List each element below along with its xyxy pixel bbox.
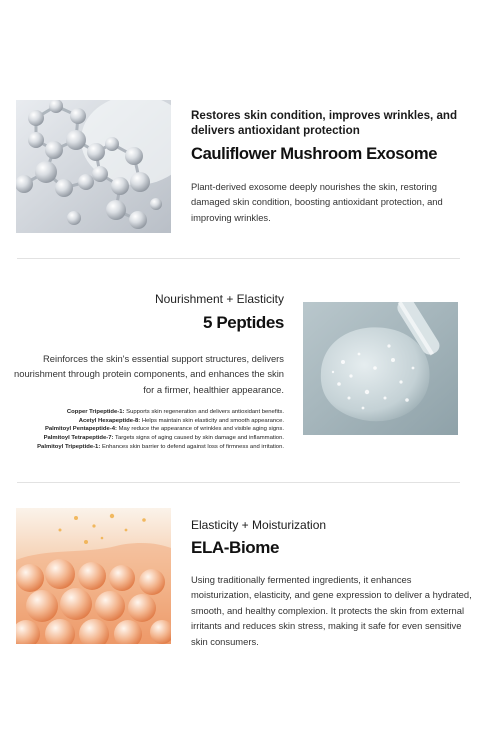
section-title: ELA-Biome	[191, 538, 280, 557]
ingredient-section-ela-biome	[0, 504, 480, 647]
section-subhead: Nourishment + Elasticity	[154, 292, 284, 306]
ingredient-section-peptides	[0, 286, 480, 456]
section-title: Cauliflower Mushroom Exosome	[191, 144, 438, 163]
peptide-list	[14, 408, 284, 451]
peptide-item: Palmitoyl Pentapeptide-4: May reduce the appearance of wrinkles and visible aging signs.	[44, 426, 284, 433]
section-body: Using traditionally fermented ingredients, it enhances moisturization, elasticity, and gene expression to deliver a hydrated, smooth, and healthy complexion. It protects the skin from external irritants and reduces skin stress, making it safe for even sensitive skin consumers.	[191, 574, 472, 647]
divider	[17, 482, 460, 483]
bubbles-image	[16, 508, 171, 644]
divider	[17, 258, 460, 259]
section-title: 5 Peptides	[202, 313, 284, 332]
section-subhead: Elasticity + Moisturization	[191, 518, 327, 532]
peptide-item: Palmitoyl Tetrapeptide-7: Targets signs of aging caused by skin damage and inflammation.	[43, 435, 284, 441]
molecule-image	[16, 100, 171, 233]
peptide-item: Acetyl Hexapeptide-8: Helps maintain skin elasticity and smooth appearance.	[78, 417, 284, 424]
peptide-item: Palmitoyl Tripeptide-1: Enhances skin barrier to defend against loss of firmness and irritation.	[37, 443, 284, 450]
section-body: Reinforces the skin's essential support structures, delivers nourishment through protein components, and enhances the skin for a firmer, healthier appearance.	[14, 353, 284, 395]
peptide-item: Copper Tripeptide-1: Supports skin regeneration and delivers antioxidant benefits.	[66, 409, 284, 416]
serum-drop-image	[303, 302, 458, 435]
section-subhead: Restores skin condition, improves wrinkles, and delivers antioxidant protection	[191, 109, 458, 137]
section-body: Plant-derived exosome deeply nourishes the skin, restoring damaged skin condition, boosting antioxidant protection, and improving wrinkles.	[191, 181, 443, 223]
ingredient-section-exosome	[0, 96, 480, 236]
